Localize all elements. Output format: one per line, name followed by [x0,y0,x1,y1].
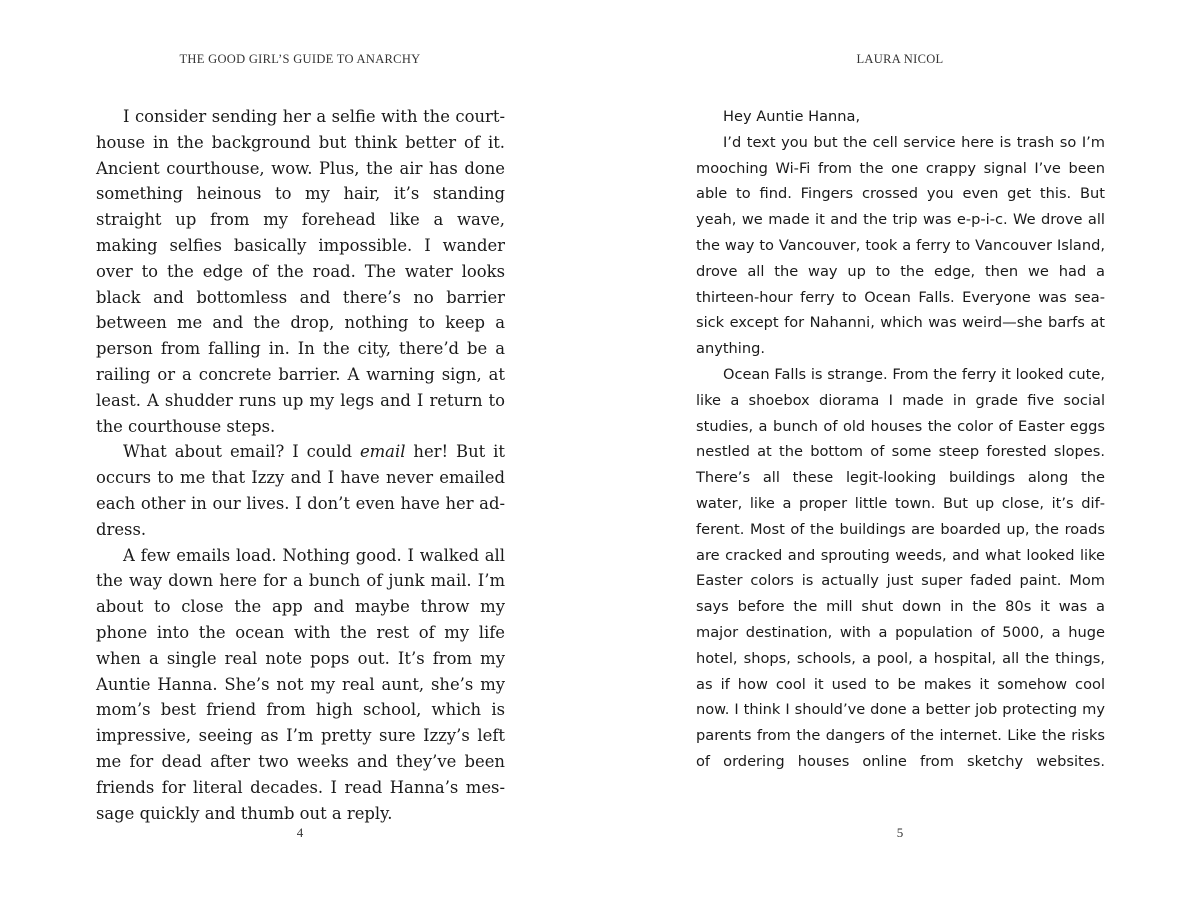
letter-paragraph: I’d text you but the cell service here is trash so I’m mooching Wi-Fi from the one crappy signal I’ve been able to find. Fingers crossed you even get this. But yeah, we made it and the trip was e-p-i-c. We drove all the way to Vancouver, took a ferry to Vancouver Island, drove all the way up to the edge, then we had a thirteen-hour ferry to Ocean Falls. Everyone was seasick except for Nahanni, which was weird—she barfs at anything. [696,133,1105,358]
paragraph [96,104,505,439]
right-page-body [696,104,1105,775]
paragraph [96,543,505,827]
italic-emphasis: email [359,442,406,462]
page-number: 4 [296,825,304,840]
page-number: 5 [896,825,904,840]
paragraph-text: I consider sending her a selfie with the courthouse in the background but think better of it. Ancient courthouse, wow. Plus, the air has done something heinous to my hair, it’s standing straight up from my forehead like a wave, making selfies basically impossible. I wander over to the edge of the road. The water looks black and bottomless and there’s no barrier between me and the drop, nothing to keep a person from falling in. In the city, there’d be a railing or a concrete barrier. A warning sign, at least. A shudder runs up my legs and I return to the courthouse steps. [96,107,505,436]
running-head-book-title: THE GOOD GIRL’S GUIDE TO ANARCHY [179,52,421,66]
letter-paragraph: Ocean Falls is strange. From the ferry it looked cute, like a shoebox diorama I made in grade five social studies, a bunch of old houses the color of Easter eggs nestled at the bottom of some steep forested slopes. There’s all these legit-looking buildings along the water, like a proper little town. But up close, it’s different. Most of the buildings are boarded up, the roads are cracked and sprouting weeds, and what looked like Easter colors is actually just super faded paint. Mom says before the mill shut down in the 80s it was a major destination, with a population of 5000, a huge hotel, shops, schools, a pool, a hospital, all the things, as if how cool it used to be makes it somehow cool now. I think I should’ve done a better job protecting my parents from the dangers of the internet. Like the risks of ordering houses online from sketchy websites. [696,365,1105,770]
paragraph [96,439,505,542]
paragraph-text: her! But it occurs to me that Izzy and I have never emailed each other in our lives. I don’t even have her address. [96,442,506,539]
paragraph-text: What about email? I could [123,442,360,462]
paragraph-text: A few emails load. Nothing good. I walked all the way down here for a bunch of junk mail. I’m about to close the app and maybe throw my phone into the ocean with the rest of my life when a single real note pops out. It’s from my Auntie Hanna. She’s not my real aunt, she’s my mom’s best friend from high school, which is impressive, seeing as I’m pretty sure Izzy’s left me for dead after two weeks and they’ve been friends for literal decades. I read Hanna’s message quickly and thumb out a reply. [96,545,505,823]
letter-greeting: Hey Auntie Hanna, [723,108,861,125]
left-page-body [96,104,505,826]
running-head-author: LAURA NICOL [856,52,944,66]
